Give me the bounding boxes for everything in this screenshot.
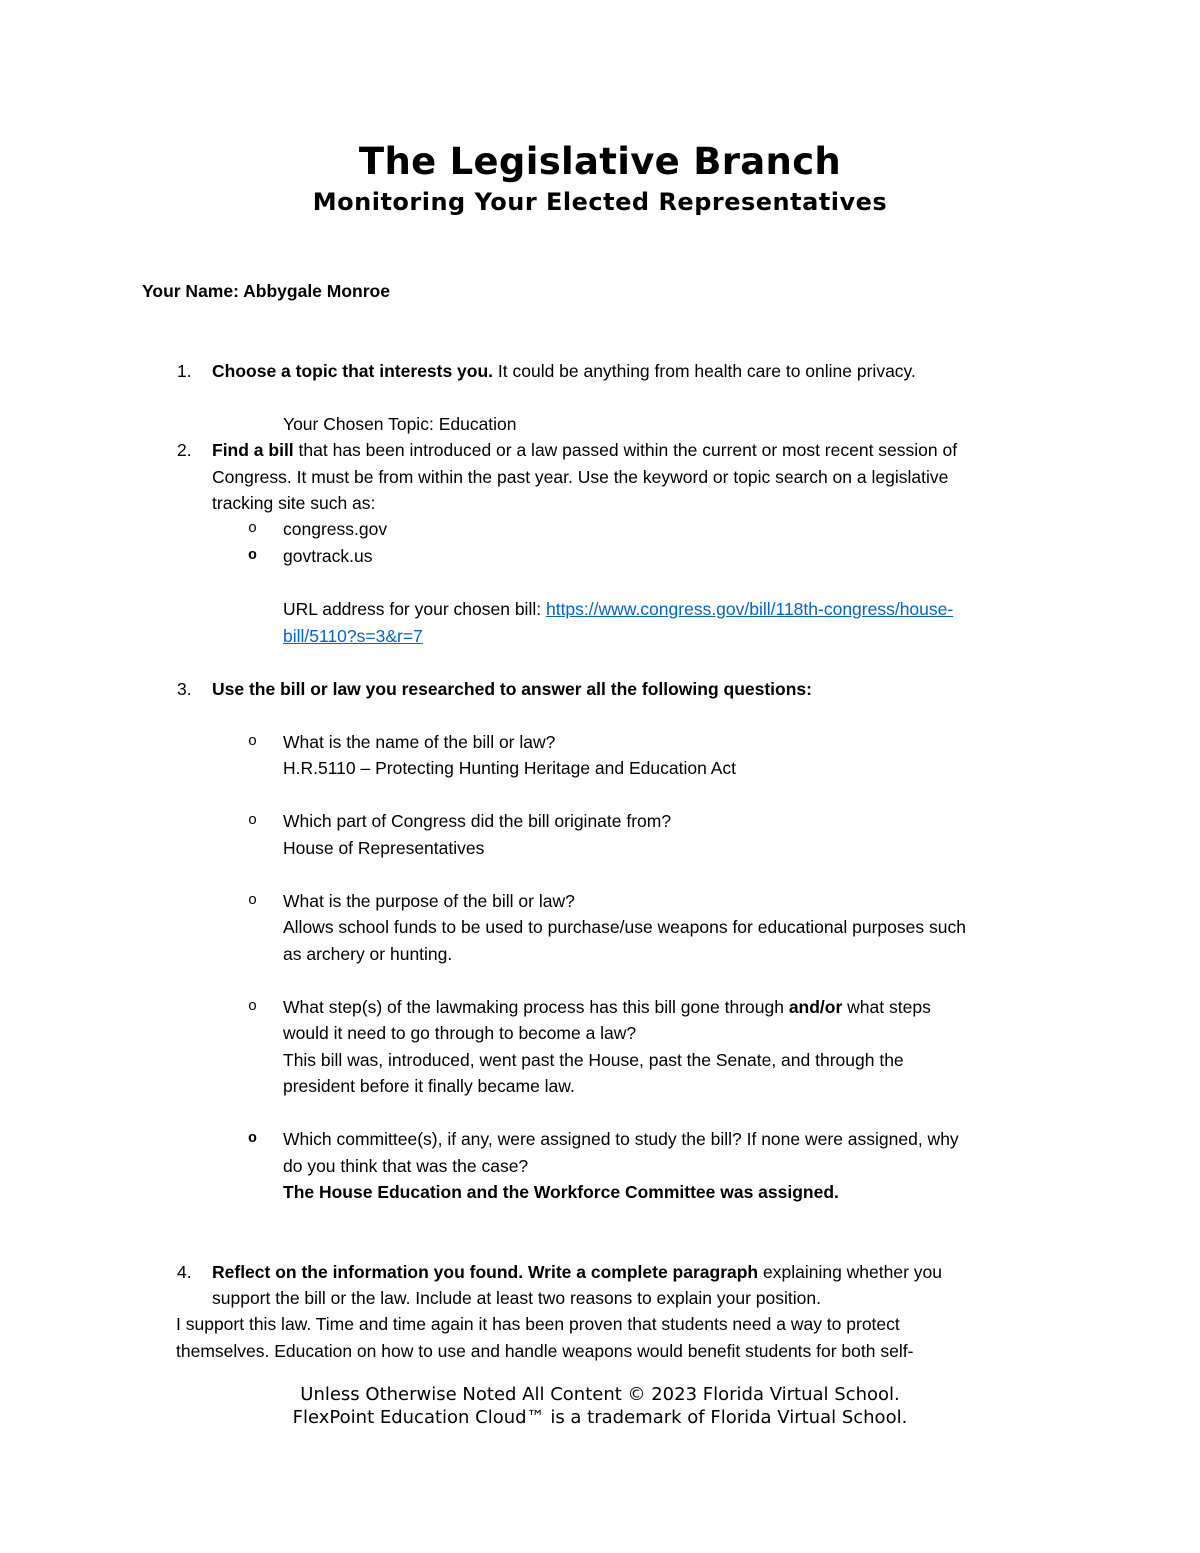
- student-name-value: Abbygale Monroe: [243, 281, 390, 301]
- site-congress-gov: congress.gov: [283, 519, 388, 539]
- footer-trademark: FlexPoint Education Cloud™ is a trademark of Florida Virtual School.: [292, 1407, 908, 1428]
- q3-item3-question: What is the purpose of the bill or law?: [283, 891, 575, 911]
- q2-url-line2: [283, 623, 423, 650]
- q2-prompt-bold: Find a bill: [212, 440, 294, 460]
- student-name-line: [142, 278, 390, 305]
- bill-url-link-continued[interactable]: bill/5110?s=3&r=7: [283, 626, 423, 646]
- site-govtrack-us: govtrack.us: [283, 546, 373, 566]
- q1-answer-label: Your Chosen Topic:: [283, 414, 434, 434]
- q2-prompt-text: that has been introduced or a law passed within the current or most recent session of: [293, 440, 958, 460]
- bill-url-link[interactable]: https://www.congress.gov/bill/118th-congress/house-: [545, 599, 954, 619]
- q4-answer-line1: I support this law. Time and time again it has been proven that students need a way to protect: [176, 1314, 900, 1334]
- q3-item4-answer-line2: president before it finally became law.: [283, 1076, 575, 1096]
- student-name-label: Your Name:: [142, 281, 239, 301]
- q3-item2-answer: House of Representatives: [283, 838, 485, 858]
- q3-item5-question-line2: do you think that was the case?: [283, 1156, 529, 1176]
- q4-prompt-line2: support the bill or the law. Include at least two reasons to explain your position.: [212, 1288, 821, 1308]
- q3-item4-question-post: what steps: [842, 997, 931, 1017]
- q2-prompt-line2: Congress. It must be from within the past year. Use the keyword or topic search on a legislative: [212, 467, 949, 487]
- q3-item3-answer-line1: Allows school funds to be used to purchase/use weapons for educational purposes such: [283, 917, 966, 937]
- q1-answer: [283, 411, 517, 438]
- q4-number: 4.: [177, 1262, 192, 1282]
- q3-item4-question-bold: and/or: [788, 997, 843, 1017]
- q1-number: 1.: [177, 361, 192, 381]
- q3-item4-answer-line1: This bill was, introduced, went past the House, past the Senate, and through the: [283, 1050, 904, 1070]
- q1-prompt-text: It could be anything from health care to online privacy.: [493, 361, 916, 381]
- q3-item4-question-pre: What step(s) of the lawmaking process has this bill gone through: [283, 997, 789, 1017]
- q2-number: 2.: [177, 440, 192, 460]
- q1-answer-value: Education: [438, 414, 517, 434]
- bullet-icon: o: [248, 1130, 258, 1147]
- q3-item5-answer: The House Education and the Workforce Committee was assigned.: [283, 1182, 839, 1202]
- bullet-icon: o: [248, 998, 258, 1015]
- q4-prompt-line1: [212, 1259, 942, 1286]
- page-title: The Legislative Branch: [358, 140, 842, 183]
- bullet-icon: o: [248, 520, 258, 537]
- q3-item2-question: Which part of Congress did the bill originate from?: [283, 811, 672, 831]
- q1-prompt: [212, 358, 916, 385]
- page-subtitle: Monitoring Your Elected Representatives: [312, 188, 888, 216]
- bullet-icon: o: [248, 547, 258, 564]
- q2-prompt-line3: tracking site such as:: [212, 493, 376, 513]
- footer-copyright: Unless Otherwise Noted All Content © 2023 Florida Virtual School.: [300, 1384, 900, 1405]
- q3-number: 3.: [177, 679, 192, 699]
- q3-prompt: Use the bill or law you researched to answer all the following questions:: [212, 679, 812, 699]
- q4-prompt-bold: Reflect on the information you found. Write a complete paragraph: [212, 1262, 759, 1282]
- q1-prompt-bold: Choose a topic that interests you.: [212, 361, 494, 381]
- q3-item4-question-line1: [283, 994, 931, 1021]
- q3-item1-question: What is the name of the bill or law?: [283, 732, 556, 752]
- bullet-icon: o: [248, 892, 258, 909]
- q2-url-line1: [283, 596, 953, 623]
- q2-prompt-line1: [212, 437, 957, 464]
- q3-item1-answer: H.R.5110 – Protecting Hunting Heritage and Education Act: [283, 758, 737, 778]
- q4-prompt-text: explaining whether you: [758, 1262, 942, 1282]
- q3-item5-question-line1: Which committee(s), if any, were assigned to study the bill? If none were assigned, why: [283, 1129, 959, 1149]
- bullet-icon: o: [248, 812, 258, 829]
- q2-url-label: URL address for your chosen bill:: [283, 599, 542, 619]
- q4-answer-line2: themselves. Education on how to use and handle weapons would benefit students for both self-: [176, 1341, 914, 1361]
- bullet-icon: o: [248, 733, 258, 750]
- q3-item4-question-line2: would it need to go through to become a law?: [283, 1023, 637, 1043]
- q3-item3-answer-line2: as archery or hunting.: [283, 944, 453, 964]
